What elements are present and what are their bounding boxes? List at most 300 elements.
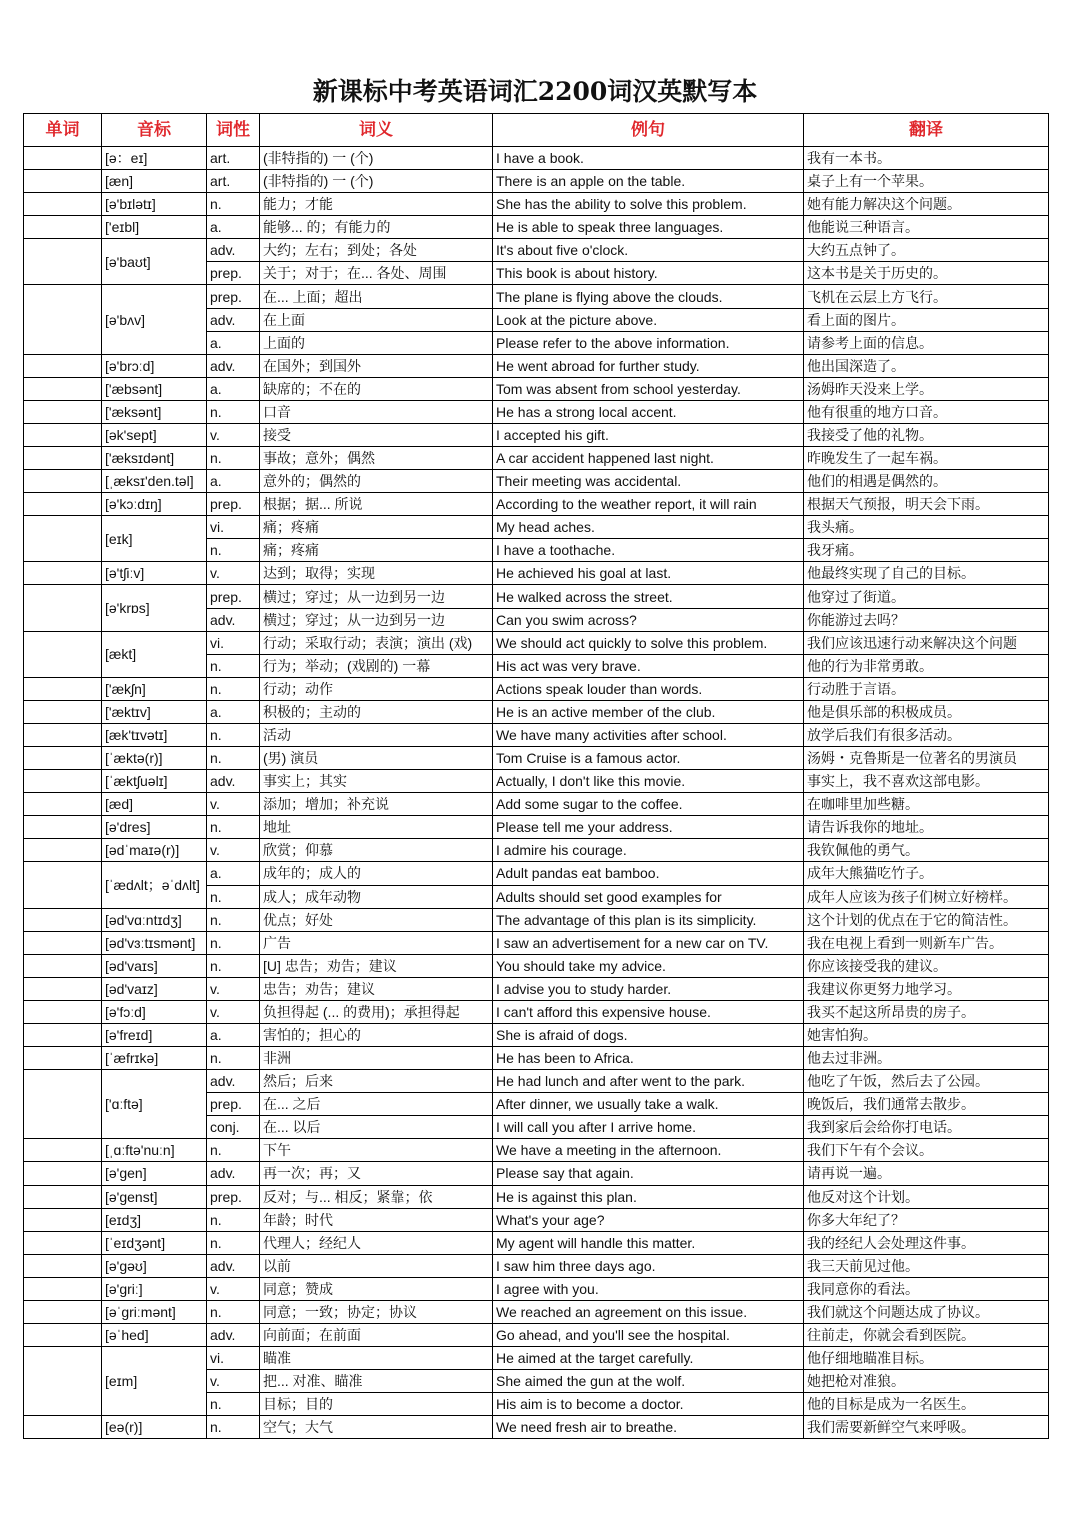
meaning-cell: 关于；对于；在... 各处、周围 [260,262,493,285]
example-cell: I have a toothache. [493,539,804,562]
meaning-cell: 成年的；成人的 [260,862,493,885]
example-cell: I can't afford this expensive house. [493,1000,804,1023]
phonetic-cell: [ə'fɔːd] [102,1000,207,1023]
word-blank-cell [24,723,102,746]
translation-cell: 我到家后会给你打电话。 [804,1116,1049,1139]
word-blank-cell [24,377,102,400]
example-cell: Please tell me your address. [493,816,804,839]
example-cell: I agree with you. [493,1277,804,1300]
translation-cell: 他穿过了街道。 [804,585,1049,608]
phonetic-cell: [ˌæksɪ'den.təl] [102,470,207,493]
word-blank-cell [24,1208,102,1231]
word-blank-cell [24,493,102,516]
meaning-cell: 痛；疼痛 [260,539,493,562]
translation-cell: 他是俱乐部的积极成员。 [804,700,1049,723]
meaning-cell: 负担得起 (... 的费用)；承担得起 [260,1000,493,1023]
phonetic-cell: [æd] [102,793,207,816]
meaning-cell: 反对；与... 相反；紧靠；依 [260,1185,493,1208]
example-cell: It's about five o'clock. [493,239,804,262]
example-cell: The plane is flying above the clouds. [493,285,804,308]
word-blank-cell [24,908,102,931]
example-cell: We need fresh air to breathe. [493,1416,804,1439]
meaning-cell: 行动；采取行动；表演；演出 (戏) [260,631,493,654]
example-cell: He is an active member of the club. [493,700,804,723]
pos-cell: a. [207,216,260,239]
translation-cell: 他能说三种语言。 [804,216,1049,239]
header-pos: 词性 [207,114,260,147]
table-row [24,562,1049,585]
meaning-cell: 在... 以后 [260,1116,493,1139]
example-cell: He aimed at the target carefully. [493,1347,804,1370]
meaning-cell: [U] 忠告；劝告；建议 [260,954,493,977]
word-blank-cell [24,1070,102,1139]
phonetic-cell: [əd'vaɪs] [102,954,207,977]
word-blank-cell [24,216,102,239]
meaning-cell: 在国外；到国外 [260,354,493,377]
phonetic-cell: [ə'freɪd] [102,1023,207,1046]
meaning-cell: 根据；据... 所说 [260,493,493,516]
example-cell: We have a meeting in the afternoon. [493,1139,804,1162]
word-blank-cell [24,631,102,677]
meaning-cell: 意外的；偶然的 [260,470,493,493]
word-blank-cell [24,239,102,285]
translation-cell: 他仔细地瞄准目标。 [804,1347,1049,1370]
pos-cell: art. [207,147,260,170]
table-row [24,377,1049,400]
table-row [24,1023,1049,1046]
table-row [24,793,1049,816]
table-row [24,1416,1049,1439]
meaning-cell: 达到；取得；实现 [260,562,493,585]
pos-cell: n. [207,954,260,977]
header-meaning: 词义 [260,114,493,147]
table-row [24,216,1049,239]
word-blank-cell [24,447,102,470]
phonetic-cell: [eɪdʒ] [102,1208,207,1231]
example-cell: After dinner, we usually take a walk. [493,1093,804,1116]
word-blank-cell [24,400,102,423]
translation-cell: 她把枪对准狼。 [804,1370,1049,1393]
pos-cell: n. [207,193,260,216]
meaning-cell: 横过；穿过；从一边到另一边 [260,585,493,608]
table-row [24,447,1049,470]
word-blank-cell [24,954,102,977]
translation-cell: 汤姆昨天没来上学。 [804,377,1049,400]
meaning-cell: 行为；举动；(戏剧的) 一幕 [260,654,493,677]
phonetic-cell: [eɪk] [102,516,207,562]
example-cell: According to the weather report, it will rain [493,493,804,516]
example-cell: We should act quickly to solve this problem. [493,631,804,654]
meaning-cell: 瞄准 [260,1347,493,1370]
pos-cell: vi. [207,516,260,539]
phonetic-cell: [æk'tɪvətɪ] [102,723,207,746]
example-cell: I admire his courage. [493,839,804,862]
meaning-cell: 能够... 的；有能力的 [260,216,493,239]
example-cell: I have a book. [493,147,804,170]
table-row [24,354,1049,377]
word-blank-cell [24,423,102,446]
table-row [24,631,1049,654]
table-row [24,977,1049,1000]
example-cell: Their meeting was accidental. [493,470,804,493]
word-blank-cell [24,747,102,770]
phonetic-cell: [æn] [102,170,207,193]
table-row [24,239,1049,262]
meaning-cell: 在上面 [260,308,493,331]
word-blank-cell [24,585,102,631]
phonetic-cell: [ækt] [102,631,207,677]
phonetic-cell: [ə'baʊt] [102,239,207,285]
word-blank-cell [24,470,102,493]
table-row [24,1231,1049,1254]
example-cell: He has been to Africa. [493,1047,804,1070]
translation-cell: 请参考上面的信息。 [804,331,1049,354]
meaning-cell: 优点；好处 [260,908,493,931]
phonetic-cell: [əd'vɑːntɪdʒ] [102,908,207,931]
pos-cell: n. [207,1231,260,1254]
pos-cell: adv. [207,770,260,793]
phonetic-cell: [ə：eɪ] [102,147,207,170]
phonetic-cell: ['eɪbl] [102,216,207,239]
example-cell: You should take my advice. [493,954,804,977]
meaning-cell: (非特指的) 一 (个) [260,147,493,170]
phonetic-cell: [ˈædʌlt；əˈdʌlt] [102,862,207,908]
translation-cell: 我有一本书。 [804,147,1049,170]
table-row [24,816,1049,839]
meaning-cell: 横过；穿过；从一边到另一边 [260,608,493,631]
word-blank-cell [24,1323,102,1346]
meaning-cell: 事实上；其实 [260,770,493,793]
phonetic-cell: ['ɑːftə] [102,1070,207,1139]
word-blank-cell [24,1416,102,1439]
word-blank-cell [24,1023,102,1046]
example-cell: Go ahead, and you'll see the hospital. [493,1323,804,1346]
translation-cell: 他吃了午饭，然后去了公园。 [804,1070,1049,1093]
phonetic-cell: ['ækʃn] [102,677,207,700]
vocab-table-head [24,114,1049,147]
phonetic-cell: [ə'gen] [102,1162,207,1185]
pos-cell: prep. [207,1093,260,1116]
pos-cell: v. [207,1277,260,1300]
pos-cell: adv. [207,354,260,377]
example-cell: His act was very brave. [493,654,804,677]
meaning-cell: 能力；才能 [260,193,493,216]
example-cell: He walked across the street. [493,585,804,608]
meaning-cell: 活动 [260,723,493,746]
table-row [24,585,1049,608]
example-cell: A car accident happened last night. [493,447,804,470]
table-row [24,516,1049,539]
pos-cell: v. [207,562,260,585]
table-row [24,1047,1049,1070]
meaning-cell: 接受 [260,423,493,446]
phonetic-cell: [ə'krɒs] [102,585,207,631]
translation-cell: 他有很重的地方口音。 [804,400,1049,423]
translation-cell: 我建议你更努力地学习。 [804,977,1049,1000]
word-blank-cell [24,816,102,839]
word-blank-cell [24,700,102,723]
example-cell: My agent will handle this matter. [493,1231,804,1254]
meaning-cell: 事故；意外；偶然 [260,447,493,470]
translation-cell: 我钦佩他的勇气。 [804,839,1049,862]
pos-cell: n. [207,654,260,677]
table-row [24,839,1049,862]
example-cell: There is an apple on the table. [493,170,804,193]
example-cell: He achieved his goal at last. [493,562,804,585]
table-row [24,931,1049,954]
pos-cell: v. [207,793,260,816]
example-cell: I saw him three days ago. [493,1254,804,1277]
example-cell: Adults should set good examples for [493,885,804,908]
meaning-cell: 广告 [260,931,493,954]
word-blank-cell [24,1347,102,1416]
phonetic-cell: [ə'tʃiːv] [102,562,207,585]
phonetic-cell: [ˈæktʃuəlɪ] [102,770,207,793]
meaning-cell: 行动；动作 [260,677,493,700]
meaning-cell: 害怕的；担心的 [260,1023,493,1046]
example-cell: Tom Cruise is a famous actor. [493,747,804,770]
pos-cell: adv. [207,608,260,631]
table-row [24,1208,1049,1231]
table-row [24,285,1049,308]
example-cell: She has the ability to solve this problem. [493,193,804,216]
table-row [24,170,1049,193]
meaning-cell: (非特指的) 一 (个) [260,170,493,193]
translation-cell: 飞机在云层上方飞行。 [804,285,1049,308]
pos-cell: prep. [207,285,260,308]
translation-cell: 我头痛。 [804,516,1049,539]
phonetic-cell: [əd'vɜːtɪsmənt] [102,931,207,954]
meaning-cell: 地址 [260,816,493,839]
meaning-cell: 添加；增加；补充说 [260,793,493,816]
translation-cell: 这个计划的优点在于它的简洁性。 [804,908,1049,931]
example-cell: He has a strong local accent. [493,400,804,423]
meaning-cell: 上面的 [260,331,493,354]
word-blank-cell [24,1139,102,1162]
translation-cell: 你能游过去吗？ [804,608,1049,631]
meaning-cell: (男) 演员 [260,747,493,770]
table-row [24,147,1049,170]
example-cell: Actions speak louder than words. [493,677,804,700]
pos-cell: n. [207,447,260,470]
word-blank-cell [24,977,102,1000]
meaning-cell: 同意；赞成 [260,1277,493,1300]
translation-cell: 根据天气预报，明天会下雨。 [804,493,1049,516]
table-row [24,400,1049,423]
translation-cell: 昨晚发生了一起车祸。 [804,447,1049,470]
phonetic-cell: [ək'sept] [102,423,207,446]
table-row [24,954,1049,977]
meaning-cell: 下午 [260,1139,493,1162]
pos-cell: n. [207,539,260,562]
pos-cell: prep. [207,585,260,608]
table-row [24,1139,1049,1162]
table-row [24,747,1049,770]
pos-cell: n. [207,1393,260,1416]
pos-cell: n. [207,1208,260,1231]
table-row [24,700,1049,723]
meaning-cell: 缺席的；不在的 [260,377,493,400]
phonetic-cell: [əd'vaɪz] [102,977,207,1000]
example-cell: Actually, I don't like this movie. [493,770,804,793]
example-cell: She is afraid of dogs. [493,1023,804,1046]
table-row [24,1323,1049,1346]
example-cell: The advantage of this plan is its simplicity. [493,908,804,931]
meaning-cell: 忠告；劝告；建议 [260,977,493,1000]
translation-cell: 他最终实现了自己的目标。 [804,562,1049,585]
pos-cell: prep. [207,262,260,285]
translation-cell: 我在电视上看到一则新车广告。 [804,931,1049,954]
meaning-cell: 代理人；经纪人 [260,1231,493,1254]
example-cell: Add some sugar to the coffee. [493,793,804,816]
meaning-cell: 在... 上面；超出 [260,285,493,308]
table-row [24,770,1049,793]
translation-cell: 她有能力解决这个问题。 [804,193,1049,216]
translation-cell: 他出国深造了。 [804,354,1049,377]
phonetic-cell: [ˈæfrɪkə] [102,1047,207,1070]
table-row [24,1162,1049,1185]
translation-cell: 我接受了他的礼物。 [804,423,1049,446]
phonetic-cell: [əˈhed] [102,1323,207,1346]
pos-cell: art. [207,170,260,193]
table-row [24,908,1049,931]
example-cell: We reached an agreement on this issue. [493,1300,804,1323]
example-cell: He is able to speak three languages. [493,216,804,239]
translation-cell: 晚饭后，我们通常去散步。 [804,1093,1049,1116]
pos-cell: n. [207,1139,260,1162]
pos-cell: v. [207,1370,260,1393]
header-example: 例句 [493,114,804,147]
word-blank-cell [24,1000,102,1023]
phonetic-cell: [əˈgriːmənt] [102,1300,207,1323]
example-cell: Adult pandas eat bamboo. [493,862,804,885]
pos-cell: conj. [207,1116,260,1139]
translation-cell: 他的行为非常勇敢。 [804,654,1049,677]
meaning-cell: 非洲 [260,1047,493,1070]
meaning-cell: 空气；大气 [260,1416,493,1439]
translation-cell: 你多大年纪了？ [804,1208,1049,1231]
word-blank-cell [24,1300,102,1323]
phonetic-cell: [ədˈmaɪə(r)] [102,839,207,862]
translation-cell: 桌子上有一个苹果。 [804,170,1049,193]
word-blank-cell [24,1047,102,1070]
word-blank-cell [24,839,102,862]
meaning-cell: 大约；左右；到处；各处 [260,239,493,262]
translation-cell: 我的经纪人会处理这件事。 [804,1231,1049,1254]
meaning-cell: 以前 [260,1254,493,1277]
translation-cell: 成年大熊猫吃竹子。 [804,862,1049,885]
table-row [24,1000,1049,1023]
translation-cell: 我同意你的看法。 [804,1277,1049,1300]
translation-cell: 我们就这个问题达成了协议。 [804,1300,1049,1323]
example-cell: What's your age? [493,1208,804,1231]
word-blank-cell [24,1185,102,1208]
word-blank-cell [24,147,102,170]
phonetic-cell: [ˌɑːftə'nuːn] [102,1139,207,1162]
translation-cell: 他去过非洲。 [804,1047,1049,1070]
phonetic-cell: [ə'kɔːdɪŋ] [102,493,207,516]
translation-cell: 我们下午有个会议。 [804,1139,1049,1162]
pos-cell: v. [207,977,260,1000]
translation-cell: 往前走，你就会看到医院。 [804,1323,1049,1346]
vocab-table-body [24,147,1049,1439]
table-row [24,423,1049,446]
translation-cell: 我们需要新鲜空气来呼吸。 [804,1416,1049,1439]
pos-cell: prep. [207,1185,260,1208]
pos-cell: v. [207,1000,260,1023]
phonetic-cell: [ə'brɔːd] [102,354,207,377]
pos-cell: n. [207,885,260,908]
pos-cell: v. [207,839,260,862]
word-blank-cell [24,677,102,700]
word-blank-cell [24,1162,102,1185]
table-header-row [24,114,1049,147]
pos-cell: prep. [207,493,260,516]
example-cell: I saw an advertisement for a new car on TV. [493,931,804,954]
translation-cell: 放学后我们有很多活动。 [804,723,1049,746]
translation-cell: 我三天前见过他。 [804,1254,1049,1277]
pos-cell: n. [207,400,260,423]
meaning-cell: 痛；疼痛 [260,516,493,539]
pos-cell: n. [207,816,260,839]
table-row [24,723,1049,746]
table-row [24,493,1049,516]
translation-cell: 在咖啡里加些糖。 [804,793,1049,816]
pos-cell: adv. [207,1323,260,1346]
pos-cell: adv. [207,1162,260,1185]
pos-cell: n. [207,677,260,700]
table-row [24,677,1049,700]
word-blank-cell [24,770,102,793]
table-row [24,193,1049,216]
example-cell: I accepted his gift. [493,423,804,446]
translation-cell: 汤姆・克鲁斯是一位著名的男演员 [804,747,1049,770]
pos-cell: n. [207,1300,260,1323]
meaning-cell: 再一次；再；又 [260,1162,493,1185]
table-row [24,1185,1049,1208]
meaning-cell: 同意；一致；协定；协议 [260,1300,493,1323]
pos-cell: adv. [207,1070,260,1093]
meaning-cell: 然后；后来 [260,1070,493,1093]
table-row [24,862,1049,885]
table-row [24,1277,1049,1300]
example-cell: This book is about history. [493,262,804,285]
pos-cell: vi. [207,631,260,654]
meaning-cell: 把... 对准、瞄准 [260,1370,493,1393]
word-blank-cell [24,285,102,354]
example-cell: Please say that again. [493,1162,804,1185]
phonetic-cell: [eɪm] [102,1347,207,1416]
header-word: 单词 [24,114,102,147]
translation-cell: 她害怕狗。 [804,1023,1049,1046]
phonetic-cell: [ˈæktə(r)] [102,747,207,770]
meaning-cell: 向前面；在前面 [260,1323,493,1346]
pos-cell: n. [207,723,260,746]
meaning-cell: 目标；目的 [260,1393,493,1416]
phonetic-cell: ['æksənt] [102,400,207,423]
translation-cell: 他反对这个计划。 [804,1185,1049,1208]
translation-cell: 看上面的图片。 [804,308,1049,331]
example-cell: She aimed the gun at the wolf. [493,1370,804,1393]
phonetic-cell: ['æbsənt] [102,377,207,400]
pos-cell: a. [207,470,260,493]
translation-cell: 他们的相遇是偶然的。 [804,470,1049,493]
header-phonetic: 音标 [102,114,207,147]
example-cell: Please refer to the above information. [493,331,804,354]
pos-cell: n. [207,1047,260,1070]
word-blank-cell [24,562,102,585]
table-row [24,470,1049,493]
